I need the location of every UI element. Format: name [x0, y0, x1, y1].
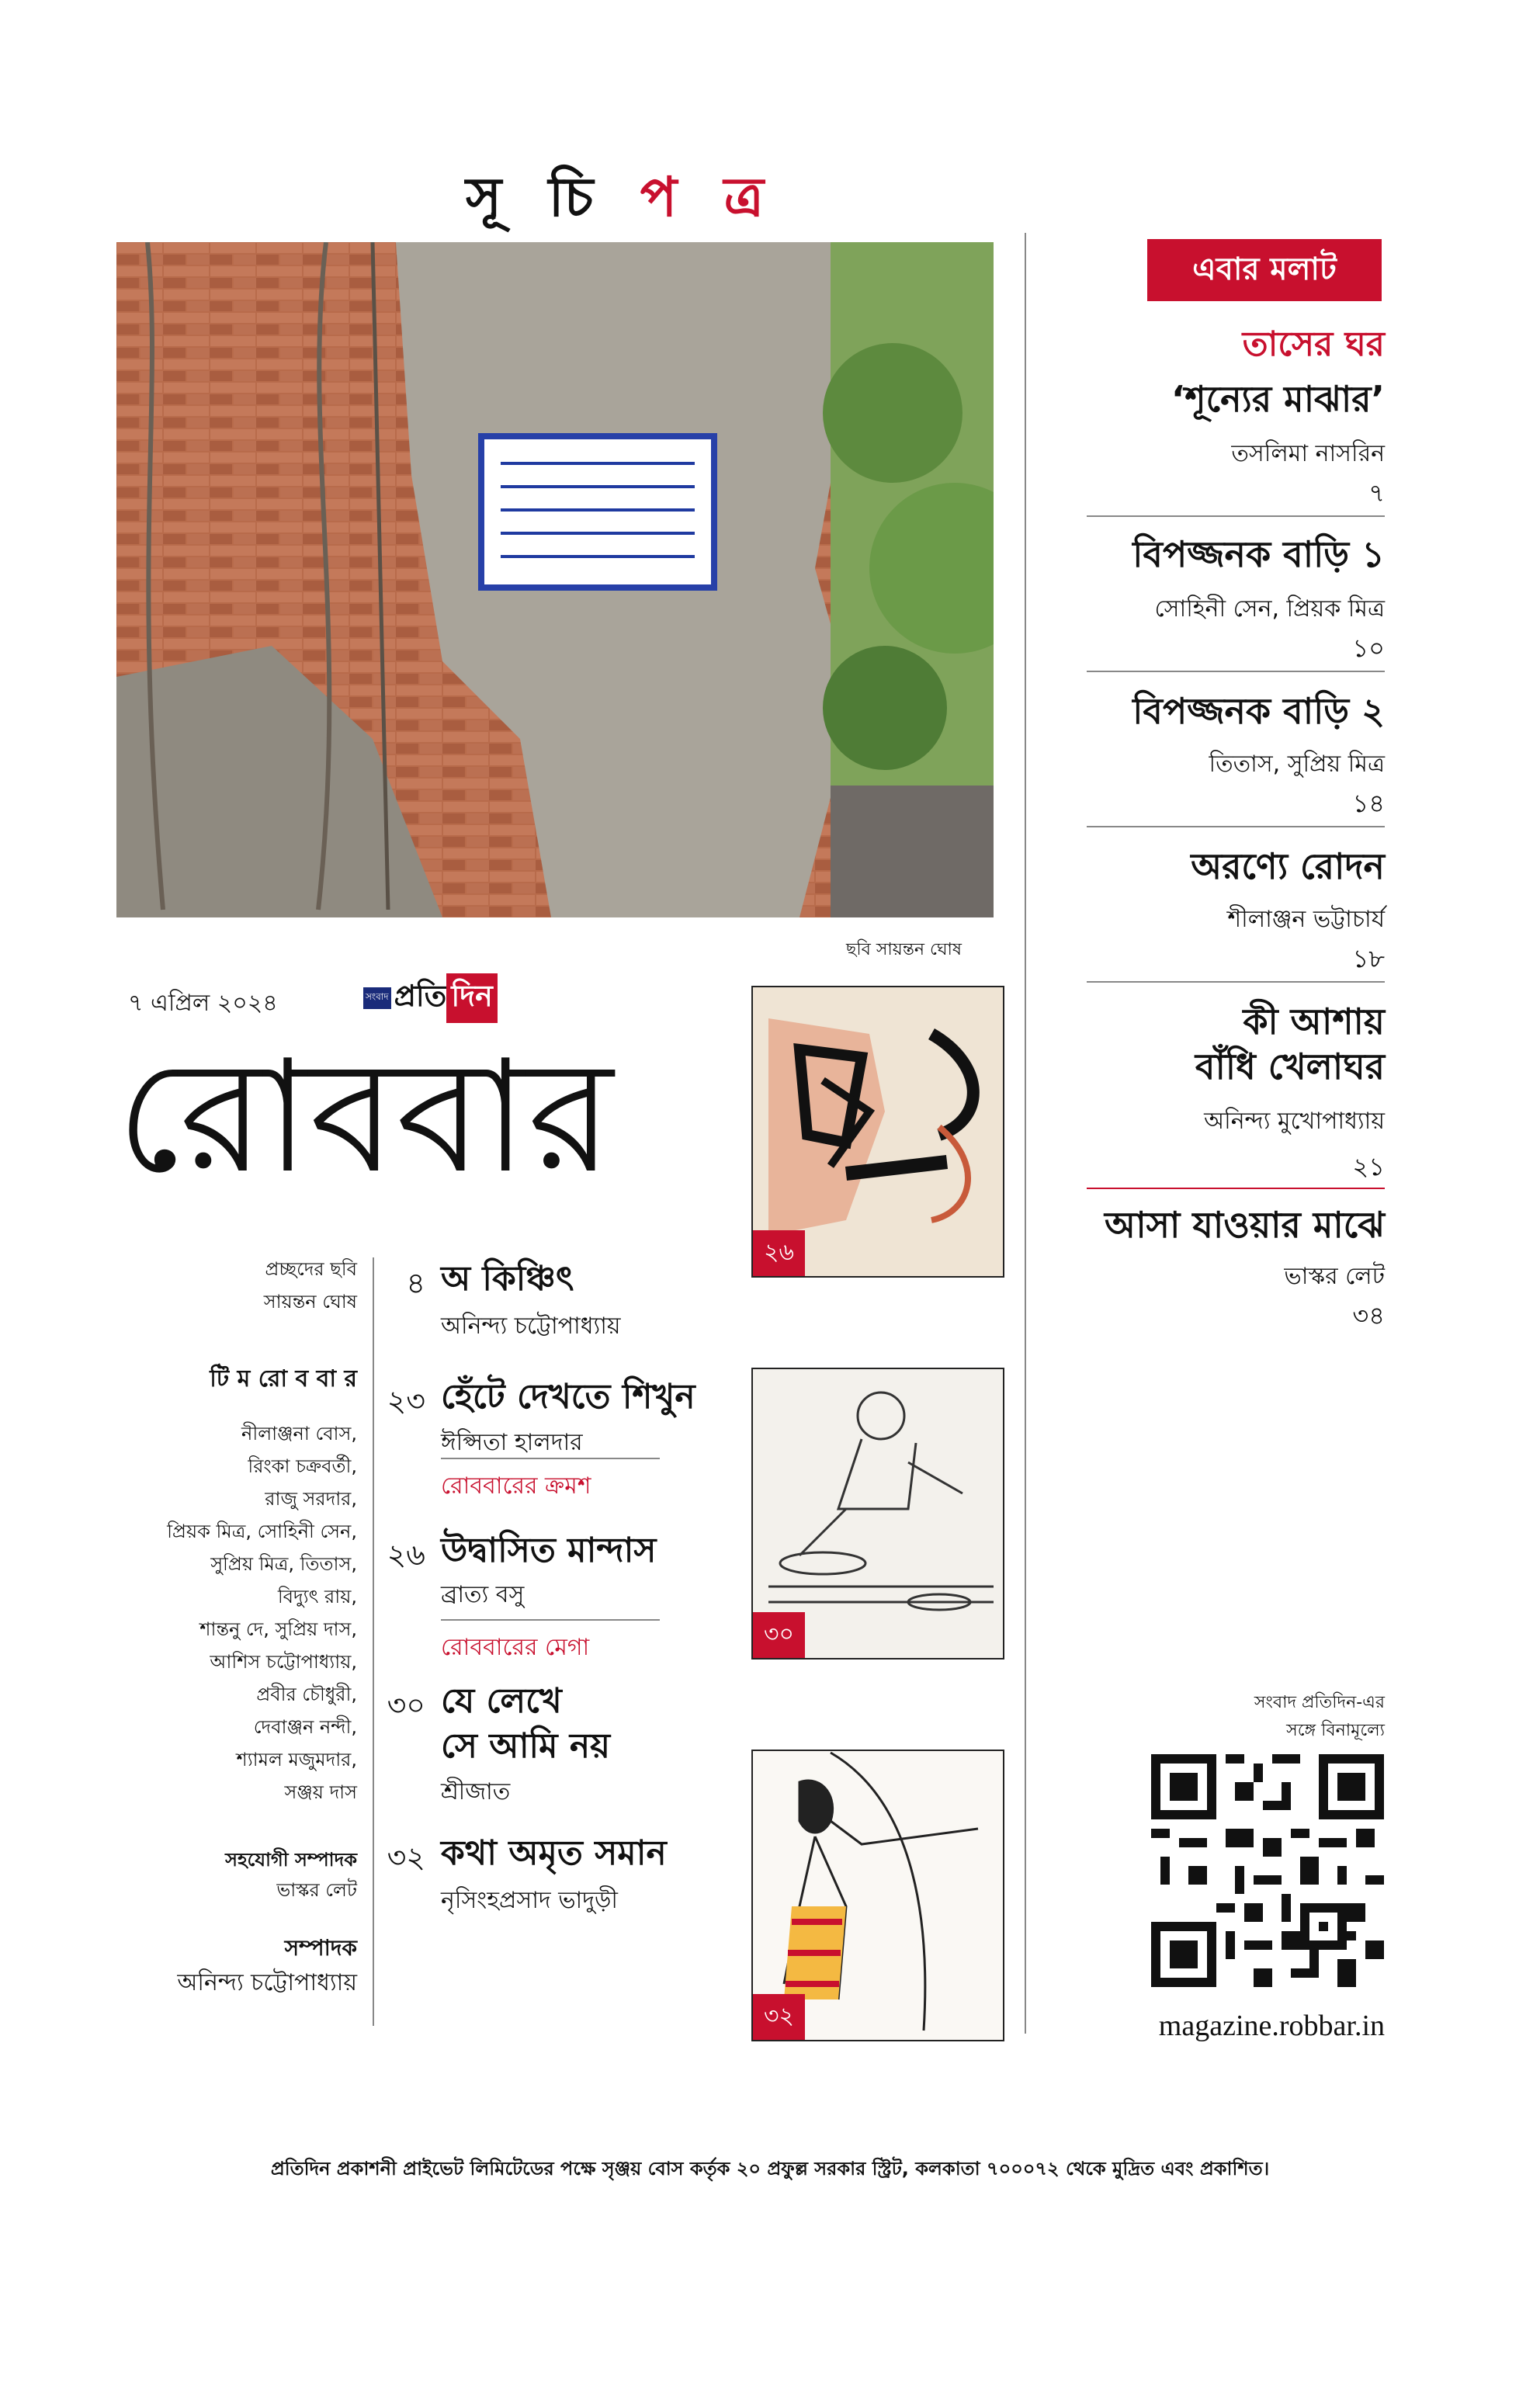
logo-text-2: দিন	[446, 973, 498, 1023]
title-part-1: সূ চি	[466, 165, 608, 229]
cover-credit-label: প্রচ্ছদের ছবি	[265, 1258, 357, 1280]
promo-text	[1254, 1689, 1385, 1745]
team-label: টি ম রো ব বা র	[210, 1365, 357, 1392]
cover-item-author: তিতাস, সুপ্রিয় মিত্র	[1209, 751, 1385, 778]
cover-item-title: আসা যাওয়ার মাঝে	[1104, 1204, 1385, 1246]
promo-line-2: সঙ্গে বিনামূল্যে	[1286, 1721, 1385, 1740]
illustration-page-number: ২৬	[753, 1230, 805, 1276]
toc-title: উদ্বাসিত মান্দাস	[441, 1531, 657, 1570]
toc-author: নৃসিংহপ্রসাদ ভাদুড়ী	[441, 1887, 619, 1914]
toc-section-label: রোববারের মেগা	[441, 1634, 590, 1661]
illustration-cook	[751, 1368, 1004, 1659]
logo-tag: সংবাদ	[363, 987, 391, 1009]
cover-item-title: অরণ্যে রোদন	[1191, 845, 1385, 887]
team-member: প্রিয়ক মিত্র, সোহিনী সেন,	[167, 1521, 357, 1542]
cover-item-page: ২১	[1352, 1152, 1385, 1181]
cover-item-author: শীলাঞ্জন ভট্টাচার্য	[1227, 906, 1385, 933]
page-title	[466, 155, 778, 246]
team-member: সঞ্জয় দাস	[284, 1781, 357, 1803]
editor-label: সম্পাদক	[284, 1935, 357, 1961]
toc-author: ব্রাত্য বসু	[441, 1581, 525, 1608]
editor-name: অনিন্দ্য চট্টোপাধ্যায়	[177, 1969, 357, 1996]
toc-section-label: রোববারের ক্রমশ	[441, 1472, 591, 1500]
website-link[interactable]: magazine.robbar.in	[1158, 2010, 1385, 2042]
toc-page-number: ৩০	[387, 1688, 425, 1722]
divider-right	[1025, 233, 1026, 2034]
toc-divider	[441, 1619, 660, 1621]
team-member: সুপ্রিয় মিত্র, তিতাস,	[210, 1553, 357, 1575]
cover-credit-name: সায়ন্তন ঘোষ	[263, 1291, 357, 1313]
toc-author: শ্রীজাত	[441, 1778, 511, 1805]
cover-item-page: ১০	[1352, 633, 1385, 663]
cover-item-title: কী আশায়	[1243, 1001, 1385, 1042]
team-member: শ্যামল মজুমদার,	[236, 1749, 357, 1770]
associate-editor-label: সহযোগী সম্পাদক	[225, 1849, 357, 1871]
cover-item-page: ১৪	[1352, 789, 1385, 818]
photo-credit: ছবি সায়ন্তন ঘোষ	[846, 940, 962, 959]
publisher-imprint: প্রতিদিন প্রকাশনী প্রাইভেট লিমিটেডের পক্ষে সৃঞ্জয় বোস কর্তৃক ২০ প্রফুল্ল সরকার স্ট্রিট, কলকাতা ৭০০০৭২ থেকে মুদ্রিত এবং প্রকাশিত।	[270, 2158, 1270, 2180]
issue-date: ৭ এপ্রিল ২০২৪	[128, 990, 278, 1017]
cover-feature-badge: এবার মলাট	[1147, 239, 1382, 301]
cover-photo	[116, 242, 994, 917]
toc-title: কথা অমৃত সমান	[441, 1833, 667, 1873]
cover-item-page: ৩৪	[1352, 1301, 1385, 1330]
cover-item-page: ৭	[1368, 478, 1385, 508]
divider-left	[373, 1257, 374, 2026]
cover-item-title: বিপজ্জনক বাড়ি ২	[1132, 690, 1385, 732]
toc-page-number: ৩২	[387, 1840, 425, 1875]
illustration-woman	[751, 1750, 1004, 2041]
cover-item-page: ১৮	[1352, 944, 1385, 973]
toc-divider	[441, 1458, 660, 1459]
team-member: বিদ্যুৎ রায়,	[277, 1586, 357, 1607]
toc-author: ঈপ্সিতা হালদার	[441, 1429, 583, 1456]
logo-text-1: প্রতি	[394, 979, 447, 1013]
team-member: রিংকা চক্রবর্তী,	[248, 1455, 357, 1477]
qr-code[interactable]	[1151, 1754, 1384, 1987]
toc-title: হেঁটে দেখতে শিখুন	[441, 1377, 695, 1417]
toc-title: অ কিঞ্চিৎ	[441, 1259, 574, 1299]
cover-item-author: অনিন্দ্য মুখোপাধ্যায়	[1204, 1108, 1385, 1135]
cover-item-title-line2: বাঁধি খেলাঘর	[1195, 1046, 1385, 1087]
cover-section-title: তাসের ঘর	[1242, 324, 1385, 364]
team-member: দেবাঞ্জন নন্দী,	[253, 1716, 357, 1738]
team-member: আশিস চট্টোপাধ্যায়,	[210, 1651, 357, 1673]
cover-divider	[1087, 515, 1385, 517]
cover-divider	[1087, 1188, 1385, 1189]
toc-page-number: ২৬	[387, 1538, 425, 1572]
team-member: রাজু সরদার,	[265, 1488, 357, 1510]
toc-author: অনিন্দ্য চট্টোপাধ্যায়	[441, 1313, 621, 1340]
cover-divider	[1087, 671, 1385, 672]
toc-page-number: ২৩	[387, 1384, 425, 1418]
publisher-logo	[363, 980, 498, 1017]
cover-item-title: ‘শূন্যের মাঝার’	[1171, 378, 1385, 420]
cover-item-title: বিপজ্জনক বাড়ি ১	[1132, 533, 1385, 575]
illustration-page-number: ৩০	[753, 1612, 805, 1658]
toc-page-number: ৪	[406, 1266, 425, 1300]
team-member: নীলাঞ্জনা বোস,	[241, 1423, 357, 1444]
cover-item-author: সোহিনী সেন, প্রিয়ক মিত্র	[1154, 595, 1385, 623]
cover-divider	[1087, 826, 1385, 827]
promo-line-1: সংবাদ প্রতিদিন-এর	[1254, 1693, 1385, 1712]
toc-title: যে লেখে	[441, 1681, 562, 1721]
illustration-smoker	[751, 986, 1004, 1278]
cover-item-author: ভাস্কর লেট	[1284, 1263, 1385, 1290]
team-member: শান্তনু দে, সুপ্রিয় দাস,	[199, 1618, 357, 1640]
title-part-2: প ত্র	[640, 165, 779, 229]
illustration-page-number: ৩২	[753, 1994, 805, 2040]
toc-title-line2: সে আমি নয়	[441, 1726, 611, 1766]
team-member: প্রবীর চৌধুরী,	[256, 1684, 357, 1705]
cover-divider	[1087, 981, 1385, 983]
magazine-masthead: রোববার	[116, 1027, 613, 1208]
cover-item-author: তসলিমা নাসরিন	[1231, 440, 1385, 467]
associate-editor-name: ভাস্কর লেট	[276, 1879, 357, 1901]
